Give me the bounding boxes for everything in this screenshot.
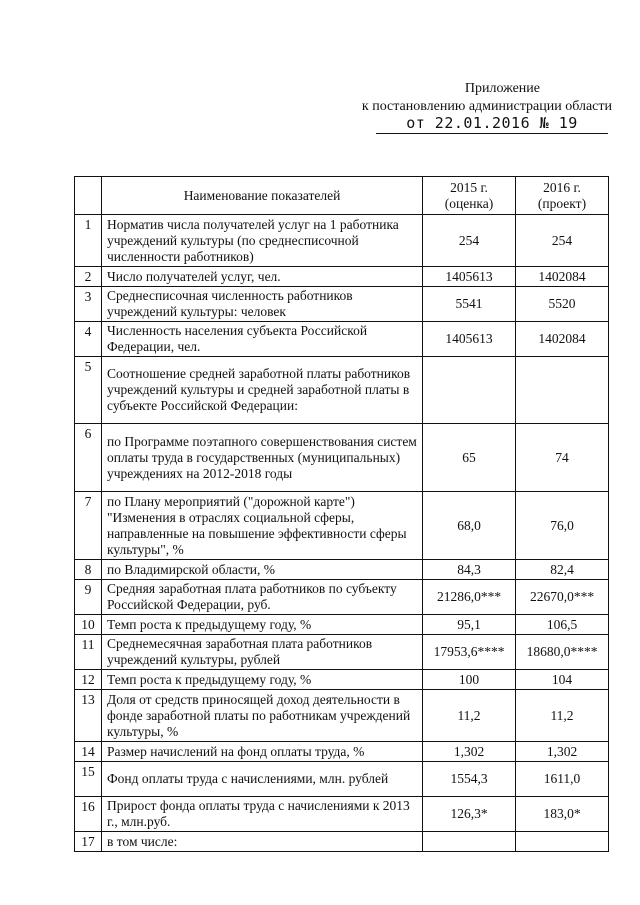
value-2016: 106,5: [516, 615, 609, 635]
header-number: [75, 177, 102, 215]
table-row: [75, 690, 609, 742]
table-row: [75, 580, 609, 615]
header-indicator-name: Наименование показателей: [102, 177, 423, 215]
value-2015: 21286,0***: [423, 580, 516, 615]
indicator-name: Число получателей услуг, чел.: [102, 267, 423, 287]
row-number: 6: [75, 424, 102, 492]
indicator-name: Норматив числа получателей услуг на 1 работника учреждений культуры (по среднесписочной численности работников): [102, 215, 423, 267]
table-row: [75, 797, 609, 832]
indicator-name: по Программе поэтапного совершенствования систем оплаты труда в государственных (муниципальных) учреждениях на 2012-2018 годы: [102, 424, 423, 492]
value-2016: 82,4: [516, 560, 609, 580]
indicator-name: Фонд оплаты труда с начислениями, млн. рублей: [102, 762, 423, 797]
value-2016: 1402084: [516, 322, 609, 357]
table-row: [75, 832, 609, 852]
row-number: 14: [75, 742, 102, 762]
value-2016: 22670,0***: [516, 580, 609, 615]
value-2015: 11,2: [423, 690, 516, 742]
value-2015: 100: [423, 670, 516, 690]
row-number: 17: [75, 832, 102, 852]
table-row: [75, 560, 609, 580]
value-2015: 68,0: [423, 492, 516, 560]
row-number: 1: [75, 215, 102, 267]
value-2015: 1405613: [423, 267, 516, 287]
indicator-name: в том числе:: [102, 832, 423, 852]
table-row: [75, 287, 609, 322]
row-number: 8: [75, 560, 102, 580]
header-2016: 2016 г. (проект): [516, 177, 609, 215]
indicator-name: Темп роста к предыдущему году, %: [102, 615, 423, 635]
value-2016: [516, 357, 609, 424]
table-row: [75, 635, 609, 670]
table-row: [75, 492, 609, 560]
row-number: 7: [75, 492, 102, 560]
indicator-name: Темп роста к предыдущему году, %: [102, 670, 423, 690]
row-number: 11: [75, 635, 102, 670]
indicator-name: Среднемесячная заработная плата работников учреждений культуры, рублей: [102, 635, 423, 670]
value-2015: 254: [423, 215, 516, 267]
indicator-name: Размер начислений на фонд оплаты труда, %: [102, 742, 423, 762]
value-2015: 84,3: [423, 560, 516, 580]
value-2015: 1405613: [423, 322, 516, 357]
value-2016: 1611,0: [516, 762, 609, 797]
row-number: 13: [75, 690, 102, 742]
indicators-table: [74, 176, 609, 852]
table-row: [75, 762, 609, 797]
row-number: 12: [75, 670, 102, 690]
value-2016: 104: [516, 670, 609, 690]
indicator-name: Прирост фонда оплаты труда с начислениями к 2013 г., млн.руб.: [102, 797, 423, 832]
indicator-name: Доля от средств приносящей доход деятельности в фонде заработной платы по работникам учреждений культуры, %: [102, 690, 423, 742]
value-2016: [516, 832, 609, 852]
row-number: 3: [75, 287, 102, 322]
value-2016: 11,2: [516, 690, 609, 742]
indicator-name: по Владимирской области, %: [102, 560, 423, 580]
table-header-row: [75, 177, 609, 215]
value-2015: 1554,3: [423, 762, 516, 797]
value-2015: 126,3*: [423, 797, 516, 832]
value-2016: 5520: [516, 287, 609, 322]
value-2016: 254: [516, 215, 609, 267]
appendix-subtitle: к постановлению администрации области: [361, 99, 612, 114]
value-2015: 17953,6****: [423, 635, 516, 670]
value-2015: [423, 832, 516, 852]
table-row: [75, 615, 609, 635]
indicator-name: Средняя заработная плата работников по субъекту Российской Федерации, руб.: [102, 580, 423, 615]
value-2016: 183,0*: [516, 797, 609, 832]
table-row: [75, 215, 609, 267]
indicator-name: Среднесписочная численность работников учреждений культуры: человек: [102, 287, 423, 322]
indicator-name: Численность населения субъекта Российской Федерации, чел.: [102, 322, 423, 357]
value-2015: 95,1: [423, 615, 516, 635]
value-2015: 65: [423, 424, 516, 492]
indicator-name: по Плану мероприятий ("дорожной карте") "Изменения в отраслях социальной сферы, направленные на повышение эффективности сферы культуры", %: [102, 492, 423, 560]
value-2016: 18680,0****: [516, 635, 609, 670]
value-2016: 1,302: [516, 742, 609, 762]
value-2016: 76,0: [516, 492, 609, 560]
row-number: 2: [75, 267, 102, 287]
row-number: 4: [75, 322, 102, 357]
header-2015: 2015 г. (оценка): [423, 177, 516, 215]
decree-date-number: от 22.01.2016 № 19: [376, 114, 608, 134]
table-row: [75, 322, 609, 357]
table-row: [75, 742, 609, 762]
table-row: [75, 670, 609, 690]
table-row: [75, 424, 609, 492]
indicator-name: Соотношение средней заработной платы работников учреждений культуры и средней заработной платы в субъекте Российской Федерации:: [102, 357, 423, 424]
row-number: 9: [75, 580, 102, 615]
value-2015: 5541: [423, 287, 516, 322]
appendix-title: Приложение: [464, 81, 540, 96]
row-number: 15: [75, 762, 102, 797]
row-number: 5: [75, 357, 102, 424]
value-2016: 1402084: [516, 267, 609, 287]
value-2015: 1,302: [423, 742, 516, 762]
value-2015: [423, 357, 516, 424]
row-number: 16: [75, 797, 102, 832]
row-number: 10: [75, 615, 102, 635]
value-2016: 74: [516, 424, 609, 492]
table-row: [75, 267, 609, 287]
table-row: [75, 357, 609, 424]
